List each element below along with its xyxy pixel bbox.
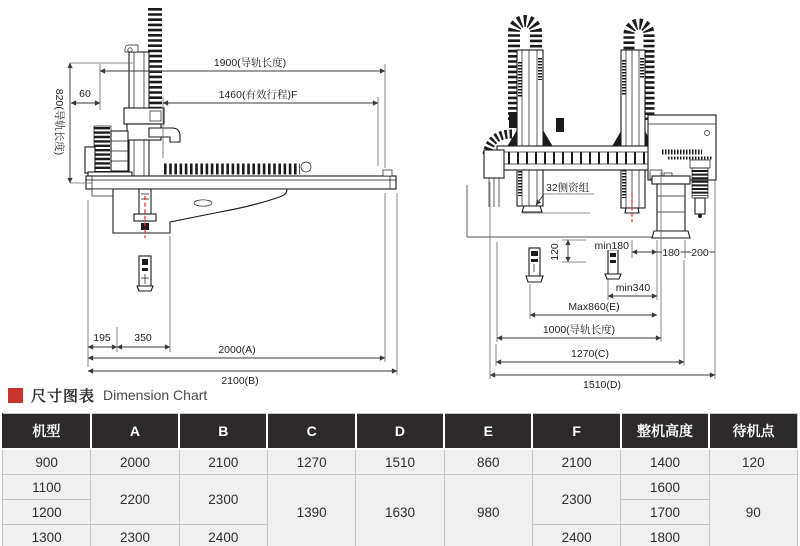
table-cell: 1600 bbox=[621, 475, 709, 500]
table-cell: 1100 bbox=[3, 475, 91, 500]
base-pedestal bbox=[652, 176, 690, 238]
table-cell: 1200 bbox=[3, 500, 91, 525]
y-axis-beam bbox=[497, 146, 660, 170]
floor-anchor-left bbox=[526, 248, 543, 282]
dim-label-stroke: 1460(有效行程)F bbox=[218, 89, 298, 101]
table-cell: 2300 bbox=[532, 475, 620, 525]
table-cell: 1390 bbox=[267, 475, 355, 546]
dim-label-C: 1270(C) bbox=[571, 348, 609, 360]
dim-label-350: 350 bbox=[134, 332, 152, 344]
dim-label-D: 1510(D) bbox=[583, 379, 621, 391]
floor-anchor-right bbox=[605, 250, 621, 279]
arm-callout bbox=[536, 181, 594, 205]
left-figure-side-view bbox=[53, 8, 397, 387]
table-cell: 2100 bbox=[532, 449, 620, 475]
column-header: C bbox=[267, 414, 355, 450]
dim-label-60: 60 bbox=[79, 88, 91, 100]
dimension-table bbox=[2, 413, 798, 546]
right-figure-front-view bbox=[467, 21, 716, 391]
table-cell: 1800 bbox=[621, 525, 709, 546]
table-cell: 1700 bbox=[621, 500, 709, 525]
red-square-icon bbox=[8, 388, 23, 403]
dim-label-A: 2000(A) bbox=[218, 344, 256, 356]
column-header: 待机点 bbox=[709, 414, 797, 450]
column-header: 整机高度 bbox=[621, 414, 709, 450]
column-header: F bbox=[532, 414, 620, 450]
table-cell: 120 bbox=[709, 449, 797, 475]
section-title-zh: 尺寸图表 bbox=[31, 387, 96, 405]
table-cell: 1630 bbox=[356, 475, 444, 546]
dim-label-min180: min180 bbox=[594, 240, 629, 252]
table-cell: 2000 bbox=[91, 449, 179, 475]
table-cell: 1510 bbox=[356, 449, 444, 475]
table-cell: 1400 bbox=[621, 449, 709, 475]
column-header: B bbox=[179, 414, 267, 450]
section-title-en: Dimension Chart bbox=[103, 387, 208, 403]
table-header-row bbox=[3, 414, 798, 450]
dim-label-rail: 1000(导轨长度) bbox=[542, 324, 616, 336]
table-cell: 2200 bbox=[91, 475, 179, 525]
dim-label-200: 200 bbox=[691, 247, 709, 259]
arm-label: 32侧资组 bbox=[546, 182, 590, 194]
table-cell: 900 bbox=[3, 449, 91, 475]
dim-label-B: 2100(B) bbox=[221, 375, 259, 387]
column-header: 机型 bbox=[3, 414, 91, 450]
table-row bbox=[3, 475, 798, 500]
table-cell: 90 bbox=[709, 475, 797, 546]
dim-label-min340: min340 bbox=[615, 282, 651, 294]
left-dimensions bbox=[53, 56, 397, 387]
horizontal-cable-chain bbox=[164, 162, 311, 172]
table-cell: 2300 bbox=[91, 525, 179, 546]
table-cell: 2400 bbox=[532, 525, 620, 546]
table-cell: 980 bbox=[444, 475, 532, 546]
table-cell: 1270 bbox=[267, 449, 355, 475]
carriage-block bbox=[124, 108, 180, 142]
section-title-row bbox=[8, 384, 207, 406]
dim-label-rail-top: 1900(导轨长度) bbox=[213, 57, 287, 69]
dim-label-180: 180 bbox=[662, 247, 680, 259]
dim-label-195: 195 bbox=[93, 332, 111, 344]
table-cell: 1300 bbox=[3, 525, 91, 546]
right-vertical-arm bbox=[621, 50, 645, 222]
table-cell: 860 bbox=[444, 449, 532, 475]
gripper-detail bbox=[137, 256, 153, 291]
table-row bbox=[3, 449, 798, 475]
table-cell: 2100 bbox=[179, 449, 267, 475]
dim-label-120: 120 bbox=[549, 243, 561, 261]
dim-label-E: Max860(E) bbox=[568, 301, 620, 313]
motor-gearbox bbox=[85, 126, 132, 180]
column-header: A bbox=[91, 414, 179, 450]
column-header: E bbox=[444, 414, 532, 450]
column-header: D bbox=[356, 414, 444, 450]
table-cell: 2400 bbox=[179, 525, 267, 546]
dim-label-rail-left: 820(导轨长度) bbox=[53, 88, 65, 156]
mounting-plate bbox=[92, 189, 287, 233]
table-cell: 2300 bbox=[179, 475, 267, 525]
